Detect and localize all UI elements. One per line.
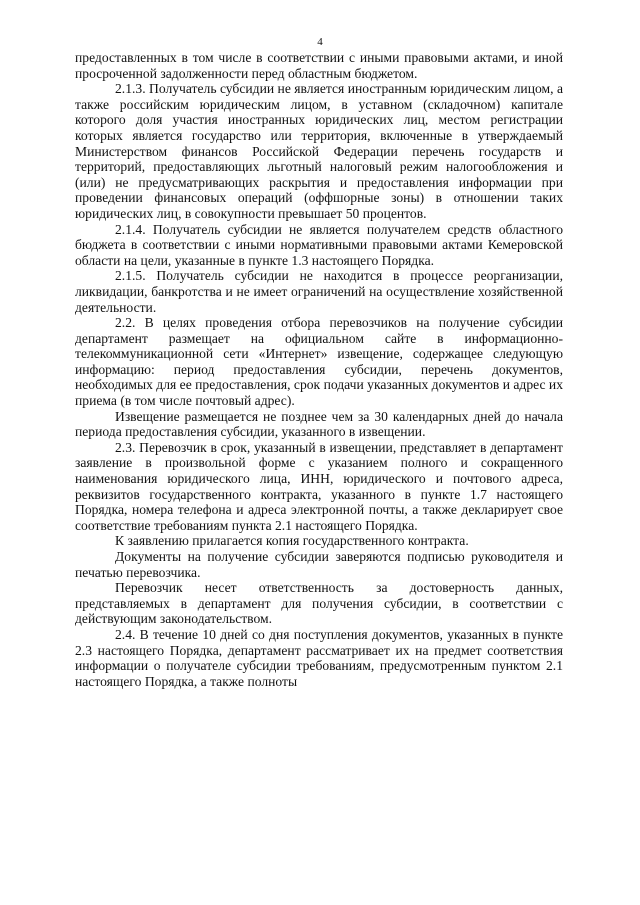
paragraph-2-1-3: 2.1.3. Получатель субсидии не является иностранным юридическим лицом, а также российским юридическим лицом, в уставном (складочном) капитале которого доля участия иностранных юридических лиц, местом регистрации которых является государство или территория, включенные в утверждаемый Министерством финансов Российской Федерации перечень государств и территорий, предоставляющих льготный налоговый режим налогообложения и (или) не предусматривающих раскрытия и предоставления информации при проведении финансовых операций (оффшорные зоны) в отношении таких юридических лиц, в совокупности превышает 50 процентов. — [75, 81, 563, 221]
paragraph-documents-certification: Документы на получение субсидии заверяются подписью руководителя и печатью перевозчика. — [75, 549, 563, 580]
paragraph-2-1-5: 2.1.5. Получатель субсидии не находится в процессе реорганизации, ликвидации, банкротства и не имеет ограничений на осуществление хозяйственной деятельности. — [75, 268, 563, 315]
document-body — [75, 50, 563, 689]
paragraph-2-3: 2.3. Перевозчик в срок, указанный в извещении, представляет в департамент заявление в произвольной форме с указанием полного и сокращенного наименования юридического лица, ИНН, юридического и почтового адреса, реквизитов государственного контракта, указанного в пункте 1.7 настоящего Порядка, номера телефона и адреса электронной почты, а также декларирует свое соответствие требованиям пункта 2.1 настоящего Порядка. — [75, 439, 563, 533]
paragraph-notice-deadline: Извещение размещается не позднее чем за 30 календарных дней до начала периода предоставления субсидии, указанного в извещении. — [75, 408, 563, 440]
paragraph-2-1-4: 2.1.4. Получатель субсидии не является получателем средств областного бюджета в соответствии с иными нормативными правовыми актами Кемеровской области на цели, указанные в пункте 1.3 настоящего Порядка. — [75, 221, 563, 268]
paragraph-contract-copy: К заявлению прилагается копия государственного контракта. — [115, 533, 469, 549]
paragraph-continuation: предоставленных в том числе в соответствии с иными правовыми актами, и иной просроченной задолженности перед областным бюджетом. — [75, 50, 563, 81]
paragraph-2-2: 2.2. В целях проведения отбора перевозчиков на получение субсидии департамент размещает на официальном сайте в информационно-телекоммуникационной сети «Интернет» извещение, содержащее следующую информацию: период предоставления субсидии, перечень документов, необходимых для ее предоставления, срок подачи указанных документов и адрес их приема (в том числе почтовый адрес). — [75, 315, 563, 409]
paragraph-2-4: 2.4. В течение 10 дней со дня поступления документов, указанных в пункте 2.3 настоящего Порядка, департамент рассматривает их на предмет соответствия информации о получателе субсидии требованиям, предусмотренным пунктом 2.1 настоящего Порядка, а также полноты — [75, 626, 563, 689]
paragraph-carrier-responsibility: Перевозчик несет ответственность за достоверность данных, представляемых в департамент для получения субсидии, в соответствии с действующим законодательством. — [75, 580, 563, 627]
page-number: 4 — [317, 36, 323, 48]
